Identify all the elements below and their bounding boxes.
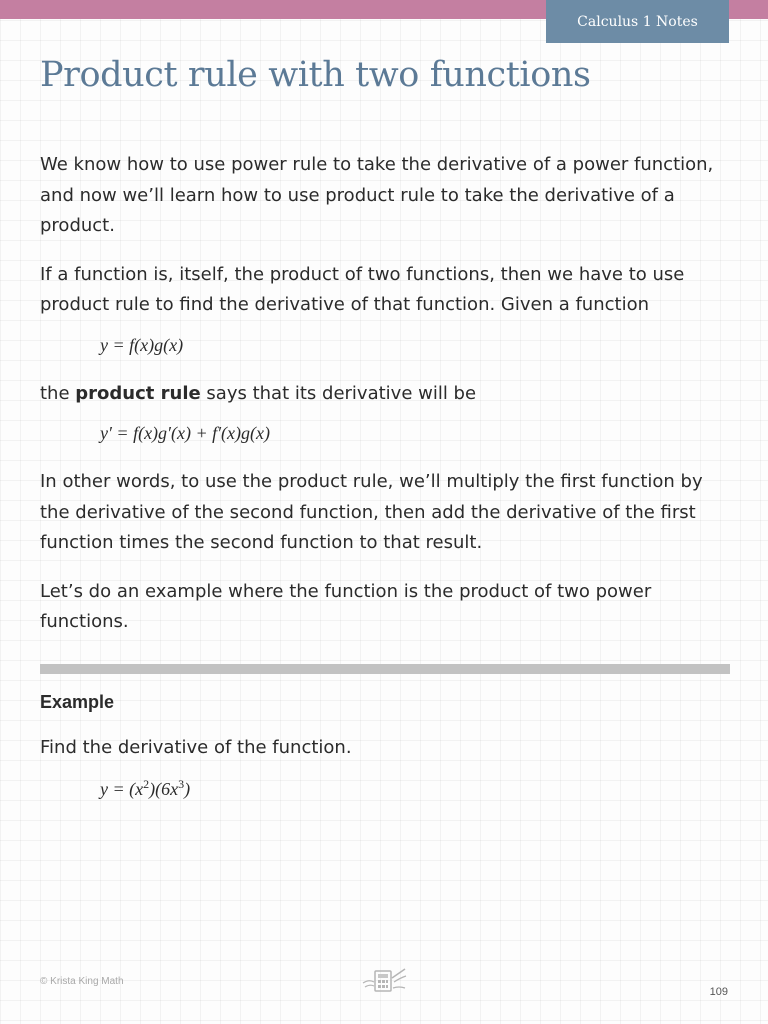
example-prompt: Find the derivative of the function. — [40, 736, 352, 758]
equation-function: y = f(x)g(x) — [100, 334, 184, 355]
paragraph-explanation: In other words, to use the product rule, we’ll multiply the first function by the derivative of the second function, then add the derivative of the first function times the second function to that result. — [40, 471, 703, 553]
product-rule-term: product rule — [75, 382, 201, 404]
paragraph-example-lead: Let’s do an example where the function is the product of two power functions. — [40, 580, 652, 632]
equation-derivative: y′ = f(x)g′(x) + f′(x)g(x) — [100, 423, 271, 443]
example-label: Example — [40, 691, 115, 712]
course-tab-label: Calculus 1 Notes — [577, 13, 698, 30]
paragraph-product-rule — [40, 379, 730, 410]
equation-example — [100, 777, 730, 799]
product-rule-prefix: the — [40, 382, 76, 404]
eq3-exponent-1: 2 — [143, 777, 150, 791]
section-divider — [40, 664, 730, 674]
eq3-part-a: y = (x — [100, 779, 144, 799]
course-tab — [546, 0, 729, 43]
product-rule-suffix: says that its derivative will be — [200, 382, 477, 404]
eq3-part-b: )(6x — [149, 779, 179, 799]
paragraph-intro: We know how to use power rule to take the derivative of a power function, and now we’ll learn how to use product rule to take the derivative of a product. — [40, 154, 714, 236]
main-content — [40, 150, 730, 821]
page-title: Product rule with two functions — [40, 55, 591, 95]
calculator-logo-icon — [360, 966, 410, 996]
copyright-text: © Krista King Math — [40, 976, 124, 987]
eq3-exponent-2: 3 — [178, 777, 185, 791]
eq3-part-c: ) — [184, 779, 191, 799]
page-number: 109 — [709, 986, 728, 998]
paragraph-given: If a function is, itself, the product of two functions, then we have to use product rule to find the derivative of that function. Given a function — [40, 263, 685, 315]
